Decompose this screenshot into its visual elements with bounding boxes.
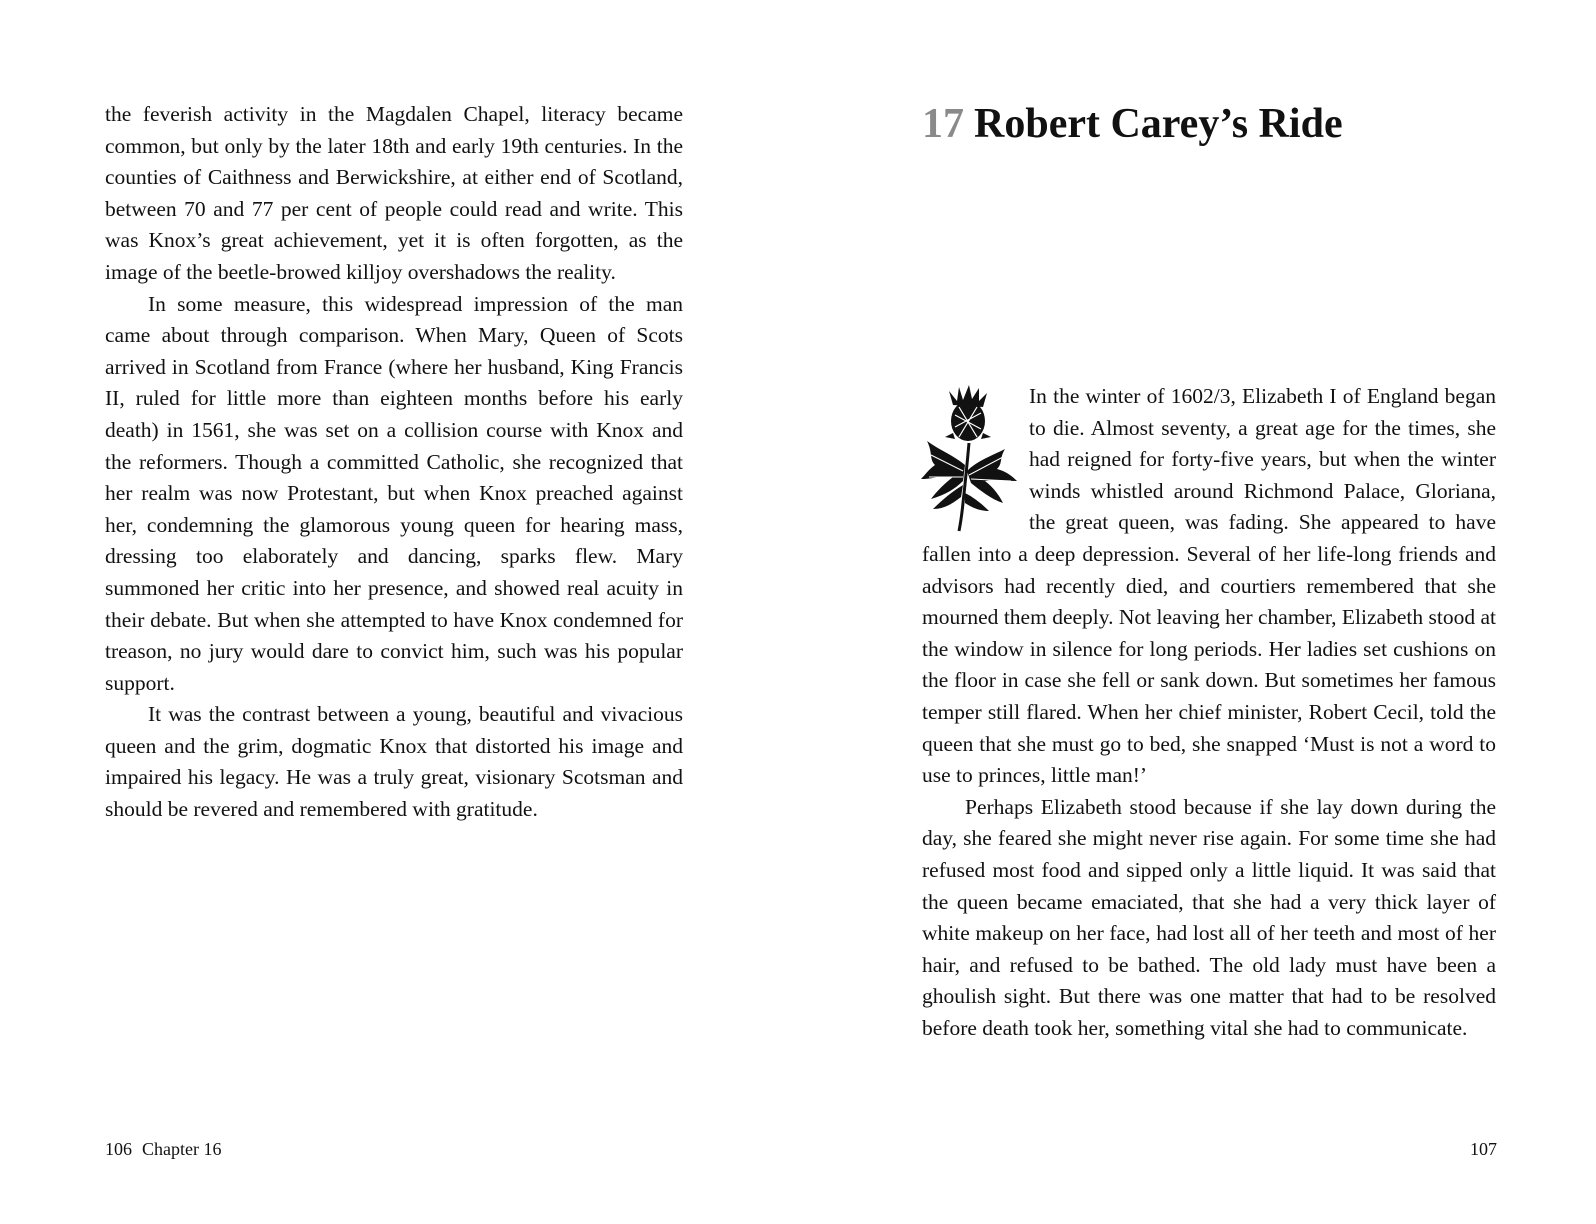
body-paragraph: Perhaps Elizabeth stood because if she lay down during the day, she feared she might never rise again. For some time she had refused most food and sipped only a little liquid. It was said that the queen became emaciated, that she had a very thick layer of white makeup on her face, had lost all of her teeth and most of her hair, and refused to be bathed. The old lady must have been a ghoulish sight. But there was one matter that had to be resolved before death took her, something vital she had to communicate. xyxy=(922,794,1496,1040)
chapter-title: Robert Carey’s Ride xyxy=(974,101,1343,147)
chapter-number: 17 xyxy=(922,101,964,147)
body-paragraph: the feverish activity in the Magdalen Chapel, literacy became common, but only by the later 18th and early 19th centuries. In the counties of Caithness and Berwickshire, at either end of Scotland, between 70 and 77 per cent of people could read and write. This was Knox’s great achievement, yet it is often forgotten, as the image of the beetle-browed killjoy overshadows the reality. xyxy=(105,102,683,284)
thistle-icon xyxy=(919,385,1019,535)
chapter-heading xyxy=(922,96,1343,152)
body-paragraph: In some measure, this widespread impression of the man came about through comparison. When Mary, Queen of Scots arrived in Scotland from France (where her husband, King Francis II, ruled for little more than eighteen months before his early death) in 1561, she was set on a collision course with Knox and the reformers. Though a committed Catholic, she recognized that her realm was now Protestant, but when Knox preached against her, condemning the glamorous young queen for hearing mass, dressing too elaborately and dancing, sparks flew. Mary summoned her critic into her presence, and showed real acuity in their debate. But when she attempted to have Knox condemned for treason, no jury would dare to convict him, such was his popular support. xyxy=(105,291,683,695)
body-paragraph: In the winter of 1602/3, Elizabeth I of England began to die. Almost seventy, a great age for the times, she had reigned for forty-five years, but when the winter winds whistled around Richmond Palace, Gloriana, the great queen, was fading. She appeared to have fallen into a deep depression. Several of her life-long friends and advisors had recently died, and courtiers remembered that she mourned them deeply. Not leaving her chamber, Elizabeth stood at the window in silence for long periods. Her ladies set cushions on the floor in case she fell or sank down. But sometimes her famous temper still flared. When her chief minister, Robert Cecil, told the queen that she must go to bed, she snapped ‘Must is not a word to use to princes, little man!’ xyxy=(922,384,1496,788)
page-number: 107 xyxy=(1470,1139,1497,1159)
right-folio xyxy=(1470,1137,1497,1161)
right-body-text xyxy=(922,381,1496,1044)
running-head: Chapter 16 xyxy=(142,1139,222,1159)
page-number: 106 xyxy=(105,1139,132,1159)
left-folio xyxy=(105,1137,221,1161)
left-body-text xyxy=(105,99,683,826)
body-paragraph: It was the contrast between a young, beautiful and vivacious queen and the grim, dogmatic Knox that distorted his image and impaired his legacy. He was a truly great, visionary Scotsman and should be revered and remembered with gratitude. xyxy=(105,702,683,822)
